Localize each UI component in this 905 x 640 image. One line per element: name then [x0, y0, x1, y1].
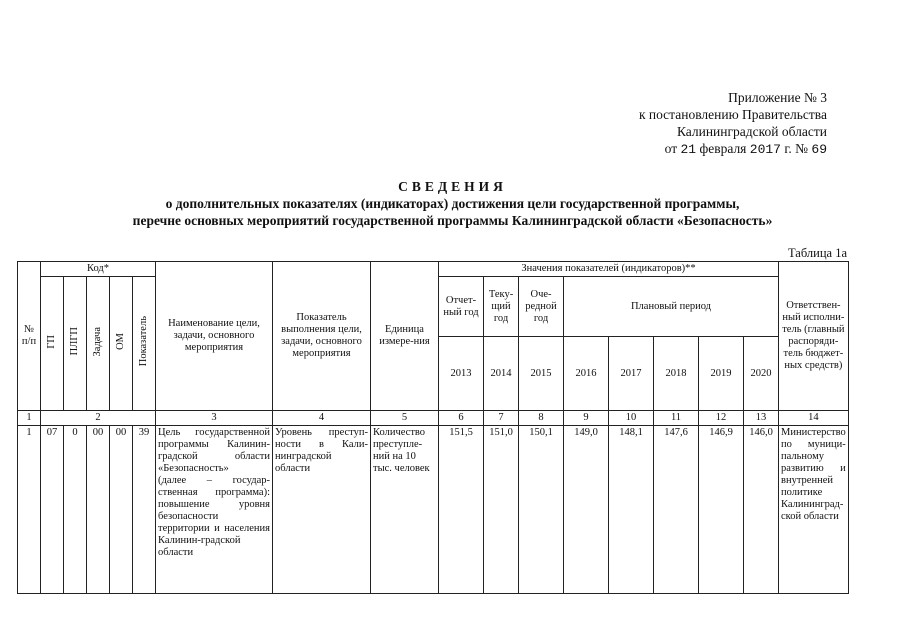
header-indicator: Показатель выполнения цели, задачи, основного мероприятия [273, 262, 371, 411]
title-line-2: перечне основных мероприятий государственной программы Калининградской области «Безопасность» [132, 213, 773, 228]
row-code-gp: 07 [41, 426, 64, 594]
header-responsible: Ответствен-ный исполни-тель (главный распоряди-тель бюджет-ных средств) [779, 262, 849, 411]
header-current-year: Теку-щий год [484, 277, 519, 337]
row-value-2016: 149,0 [564, 426, 609, 594]
row-value-2013: 151,5 [439, 426, 484, 594]
header-year-2018: 2018 [654, 337, 699, 411]
col-number: 5 [371, 411, 439, 426]
indicators-table [17, 261, 849, 594]
header-num: № п/п [18, 262, 41, 411]
title-heading: СВЕДЕНИЯ [398, 179, 507, 194]
row-value-2015: 150,1 [519, 426, 564, 594]
row-value-2014: 151,0 [484, 426, 519, 594]
appendix-decree: к постановлению Правительства [638, 107, 827, 122]
table-row [18, 426, 849, 594]
row-unit: Количество преступле-ний на 10 тыс. человек [371, 426, 439, 594]
header-unit: Единица измере-ния [371, 262, 439, 411]
col-number: 14 [779, 411, 849, 426]
col-number: 10 [609, 411, 654, 426]
col-number: 6 [439, 411, 484, 426]
date-g: г. [784, 141, 792, 156]
header-year-2020: 2020 [744, 337, 779, 411]
row-indicator: Уровень преступ-ности в Кали-нинградской области [273, 426, 371, 594]
row-name: Цель государственной программы Калинин-градской области «Безопасность» (далее – государ-ственная программа): повышение уровня безопасности территории и населения Калинин-градской области [156, 426, 273, 594]
header-code-om: ОМ [110, 277, 133, 411]
col-number: 8 [519, 411, 564, 426]
date-prefix: от [664, 141, 678, 156]
column-number-row [18, 411, 849, 426]
title-line-1: о дополнительных показателях (индикаторах) достижения цели государственной программы, [165, 196, 740, 211]
date-month: февраля [699, 141, 747, 156]
document-title [0, 178, 905, 229]
col-number: 11 [654, 411, 699, 426]
row-value-2019: 146,9 [699, 426, 744, 594]
header-year-2017: 2017 [609, 337, 654, 411]
header-code-group: Код* [41, 262, 156, 277]
header-year-2014: 2014 [484, 337, 519, 411]
header-year-2019: 2019 [699, 337, 744, 411]
row-value-2017: 148,1 [609, 426, 654, 594]
header-code-task: Задача [87, 277, 110, 411]
row-value-2020: 146,0 [744, 426, 779, 594]
header-code-indicator: Показатель [133, 277, 156, 411]
col-number: 7 [484, 411, 519, 426]
appendix-date-line [639, 140, 827, 158]
number-sign: № [795, 141, 809, 156]
col-number: 4 [273, 411, 371, 426]
header-year-2016: 2016 [564, 337, 609, 411]
header-reporting-year: Отчет-ный год [439, 277, 484, 337]
date-day: 21 [680, 142, 697, 157]
row-code-indicator: 39 [133, 426, 156, 594]
header-code-plgp: ПЛГП [64, 277, 87, 411]
col-number: 2 [41, 411, 156, 426]
decree-number: 69 [811, 142, 827, 157]
col-number: 3 [156, 411, 273, 426]
row-code-om: 00 [110, 426, 133, 594]
row-value-2018: 147,6 [654, 426, 699, 594]
header-next-year: Оче-редной год [519, 277, 564, 337]
appendix-number: Приложение № 3 [728, 90, 827, 105]
row-code-task: 00 [87, 426, 110, 594]
appendix-block [639, 89, 827, 158]
table-label: Таблица 1а [787, 246, 847, 260]
col-number: 13 [744, 411, 779, 426]
header-code-gp: ГП [41, 277, 64, 411]
header-values-group: Значения показателей (индикаторов)** [439, 262, 779, 277]
row-code-plgp: 0 [64, 426, 87, 594]
appendix-region: Калининградской области [676, 124, 827, 139]
row-responsible: Министерство по муници-пальному развитию и внутренней политике Калининград-ской области [779, 426, 849, 594]
header-year-2015: 2015 [519, 337, 564, 411]
header-name: Наименование цели, задачи, основного мероприятия [156, 262, 273, 411]
header-year-2013: 2013 [439, 337, 484, 411]
col-number: 1 [18, 411, 41, 426]
col-number: 9 [564, 411, 609, 426]
date-year: 2017 [749, 142, 781, 157]
row-num: 1 [18, 426, 41, 594]
header-planned-period: Плановый период [564, 277, 779, 337]
col-number: 12 [699, 411, 744, 426]
